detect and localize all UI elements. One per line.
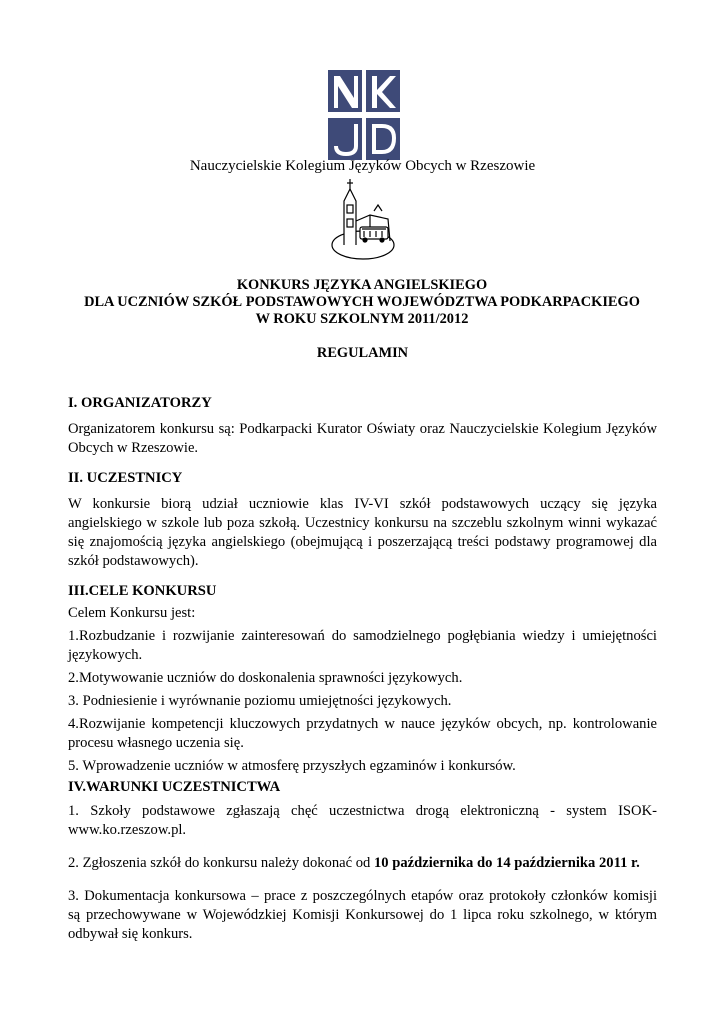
section-3-heading: III.CELE KONKURSU (68, 583, 217, 599)
condition-item-2 (68, 854, 657, 873)
condition-item-1-cont: www.ko.rzeszow.pl. (68, 822, 187, 838)
town-emblem-icon (330, 175, 396, 261)
condition-item-2-text: 2. Zgłoszenia szkół do konkursu należy dokonać od (68, 855, 374, 871)
title-line-3: W ROKU SZKOLNYM 2011/2012 (255, 311, 469, 327)
section-2-text-line: się znajomością języka angielskiego (obejmującą i poszerzającą treści podstawy programowej dla (68, 534, 657, 550)
title-line-2: DLA UCZNIÓW SZKÓŁ PODSTAWOWYCH WOJEWÓDZTWA PODKARPACKIEGO (84, 294, 640, 310)
condition-item-3: 3. Dokumentacja konkursowa – prace z poszczególnych etapów oraz protokoły członków komisji (68, 888, 657, 904)
goal-item-5: 5. Wprowadzenie uczniów w atmosferę przyszłych egzaminów i konkursów. (68, 758, 516, 774)
goal-item-4-cont: procesu własnego uczenia się. (68, 735, 244, 751)
goal-item-4: 4.Rozwijanie kompetencji kluczowych przydatnych w nauce języków obcych, np. kontrolowanie (68, 716, 657, 732)
registration-dates: 10 października do 14 października 2011 r. (374, 855, 640, 871)
goal-item-3: 3. Podniesienie i wyrównanie poziomu umiejętności językowych. (68, 693, 452, 709)
section-2-text-line: W konkursie biorą udział uczniowie klas IV-VI szkół podstawowych uczący się języka (68, 496, 657, 512)
section-1-text-line: Organizatorem konkursu są: Podkarpacki Kurator Oświaty oraz Nauczycielskie Kolegium Języków (68, 421, 657, 437)
section-2-text-line: szkół podstawowych). (68, 553, 199, 569)
section-2-text-line: angielskiego w szkole lub poza szkołą. Uczestnicy konkursu na szczeblu szkolnym winni wykazać (68, 515, 657, 531)
condition-item-3-cont: są przechowywane w Wojewódzkiej Komisji Konkursowej do 1 lipca roku szkolnego, w którym (68, 907, 657, 923)
section-3-intro: Celem Konkursu jest: (68, 605, 196, 621)
section-1-text-line: Obcych w Rzeszowie. (68, 440, 199, 456)
goal-item-1-cont: językowych. (68, 647, 143, 663)
condition-item-3-cont: odbywał się konkurs. (68, 926, 193, 942)
nkjo-logo-icon (324, 68, 404, 162)
regulations-heading: REGULAMIN (316, 345, 409, 361)
organization-name: Nauczycielskie Kolegium Języków Obcych w Rzeszowie (189, 158, 536, 174)
goal-item-1: 1.Rozbudzanie i rozwijanie zainteresowań do samodzielnego pogłębiania wiedzy i umiejętności (68, 628, 657, 644)
goal-item-2: 2.Motywowanie uczniów do doskonalenia sprawności językowych. (68, 670, 463, 686)
condition-item-1: 1. Szkoły podstawowe zgłaszają chęć uczestnictwa drogą elektroniczną - system ISOK- (68, 803, 657, 819)
competition-title (60, 277, 664, 328)
title-line-1: KONKURS JĘZYKA ANGIELSKIEGO (236, 277, 488, 293)
section-4-heading: IV.WARUNKI UCZESTNICTWA (68, 779, 281, 795)
document-body (68, 394, 657, 944)
section-1-heading: I. ORGANIZATORZY (68, 395, 212, 411)
section-2-heading: II. UCZESTNICY (68, 470, 183, 486)
